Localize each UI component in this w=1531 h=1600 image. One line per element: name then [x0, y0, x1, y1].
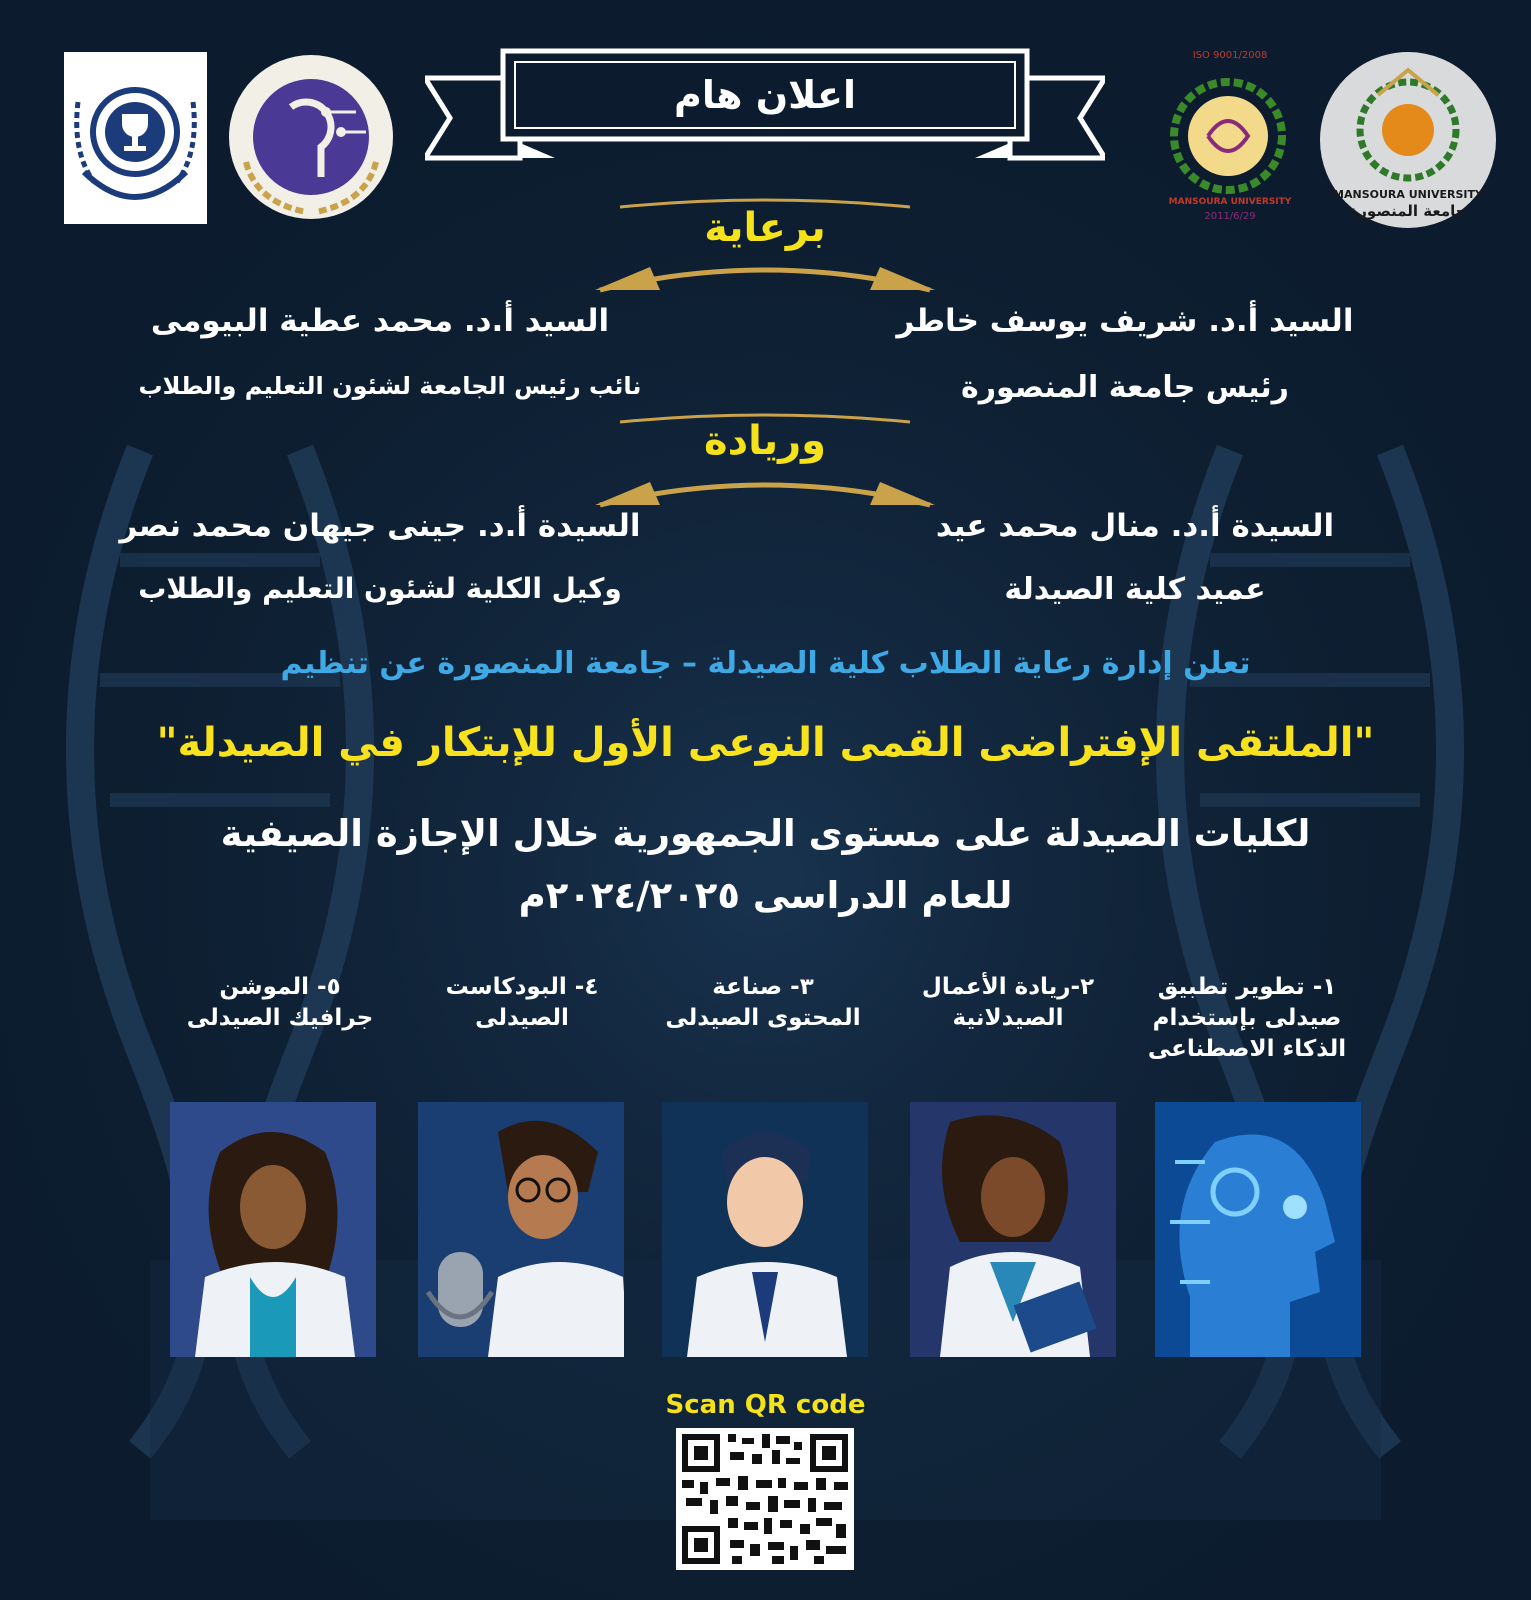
podcast-card-image — [418, 1102, 624, 1357]
leader-left-role: وكيل الكلية لشئون التعليم والطلاب — [138, 572, 622, 605]
event-title: "الملتقى الإفتراضى القمى النوعى الأول للإبتكار في الصيدلة" — [156, 720, 1375, 766]
topic-5: ٥- الموشن جرافيك الصيدلى — [186, 974, 374, 1031]
mansoura-university-logo — [1318, 50, 1498, 230]
ai-head-icon — [1155, 1102, 1361, 1357]
topic-2: ٢-ريادة الأعمال الصيدلانية — [921, 974, 1095, 1031]
svg-text:MANSOURA UNIVERSITY: MANSOURA UNIVERSITY — [1168, 197, 1292, 207]
content-creation-card-image — [662, 1102, 868, 1357]
iso-text: ISO 9001/2008 — [1192, 50, 1268, 61]
svg-text:جامعة المنصورة: جامعة المنصورة — [1349, 202, 1467, 220]
leader-left-name: السيدة أ.د. جينى جيهان محمد نصر — [119, 508, 641, 544]
student-affairs-logo — [64, 52, 207, 224]
leadership-title: وريادة — [703, 418, 827, 464]
patronage-title: برعاية — [704, 205, 826, 251]
announcement-line: تعلن إدارة رعاية الطلاب كلية الصيدلة – جامعة المنصورة عن تنظيم — [280, 646, 1251, 681]
topic-3: ٣- صناعة المحتوى الصيدلى — [665, 974, 861, 1031]
ai-app-card-image — [1155, 1102, 1361, 1357]
event-subtitle-line2: للعام الدراسى ٢٠٢٤/٢٠٢٥م — [518, 874, 1013, 917]
accreditation-logo — [1160, 44, 1300, 232]
forum-logo — [226, 52, 396, 222]
leader-right-role: عميد كلية الصيدلة — [1004, 572, 1266, 607]
patron-left-role: نائب رئيس الجامعة لشئون التعليم والطلاب — [138, 372, 642, 400]
event-subtitle-line1: لكليات الصيدلة على مستوى الجمهورية خلال الإجازة الصيفية — [220, 812, 1311, 855]
motion-graphics-card-image — [170, 1102, 376, 1357]
svg-text:2011/6/29: 2011/6/29 — [1204, 211, 1256, 222]
trophy-icon — [64, 52, 207, 224]
patron-right-role: رئيس جامعة المنصورة — [961, 370, 1289, 405]
qr-code-icon[interactable] — [676, 1428, 854, 1570]
patron-left-name: السيد أ.د. محمد عطية البيومى — [150, 303, 610, 339]
pharmacy-caduceus-icon — [226, 52, 396, 222]
entrepreneurship-card-image — [910, 1102, 1116, 1357]
leader-right-name: السيدة أ.د. منال محمد عيد — [935, 508, 1335, 544]
svg-text:MANSOURA UNIVERSITY: MANSOURA UNIVERSITY — [1333, 188, 1483, 201]
patron-right-name: السيد أ.د. شريف يوسف خاطر — [896, 303, 1354, 339]
topic-1: ١- تطوير تطبيق صيدلى بإستخدام الذكاء الاصطناعى — [1147, 974, 1347, 1062]
announcement-title: اعلان هام — [674, 73, 856, 117]
topic-4: ٤- البودكاست الصيدلى — [445, 974, 599, 1031]
qr-label: Scan QR code — [665, 1390, 866, 1420]
